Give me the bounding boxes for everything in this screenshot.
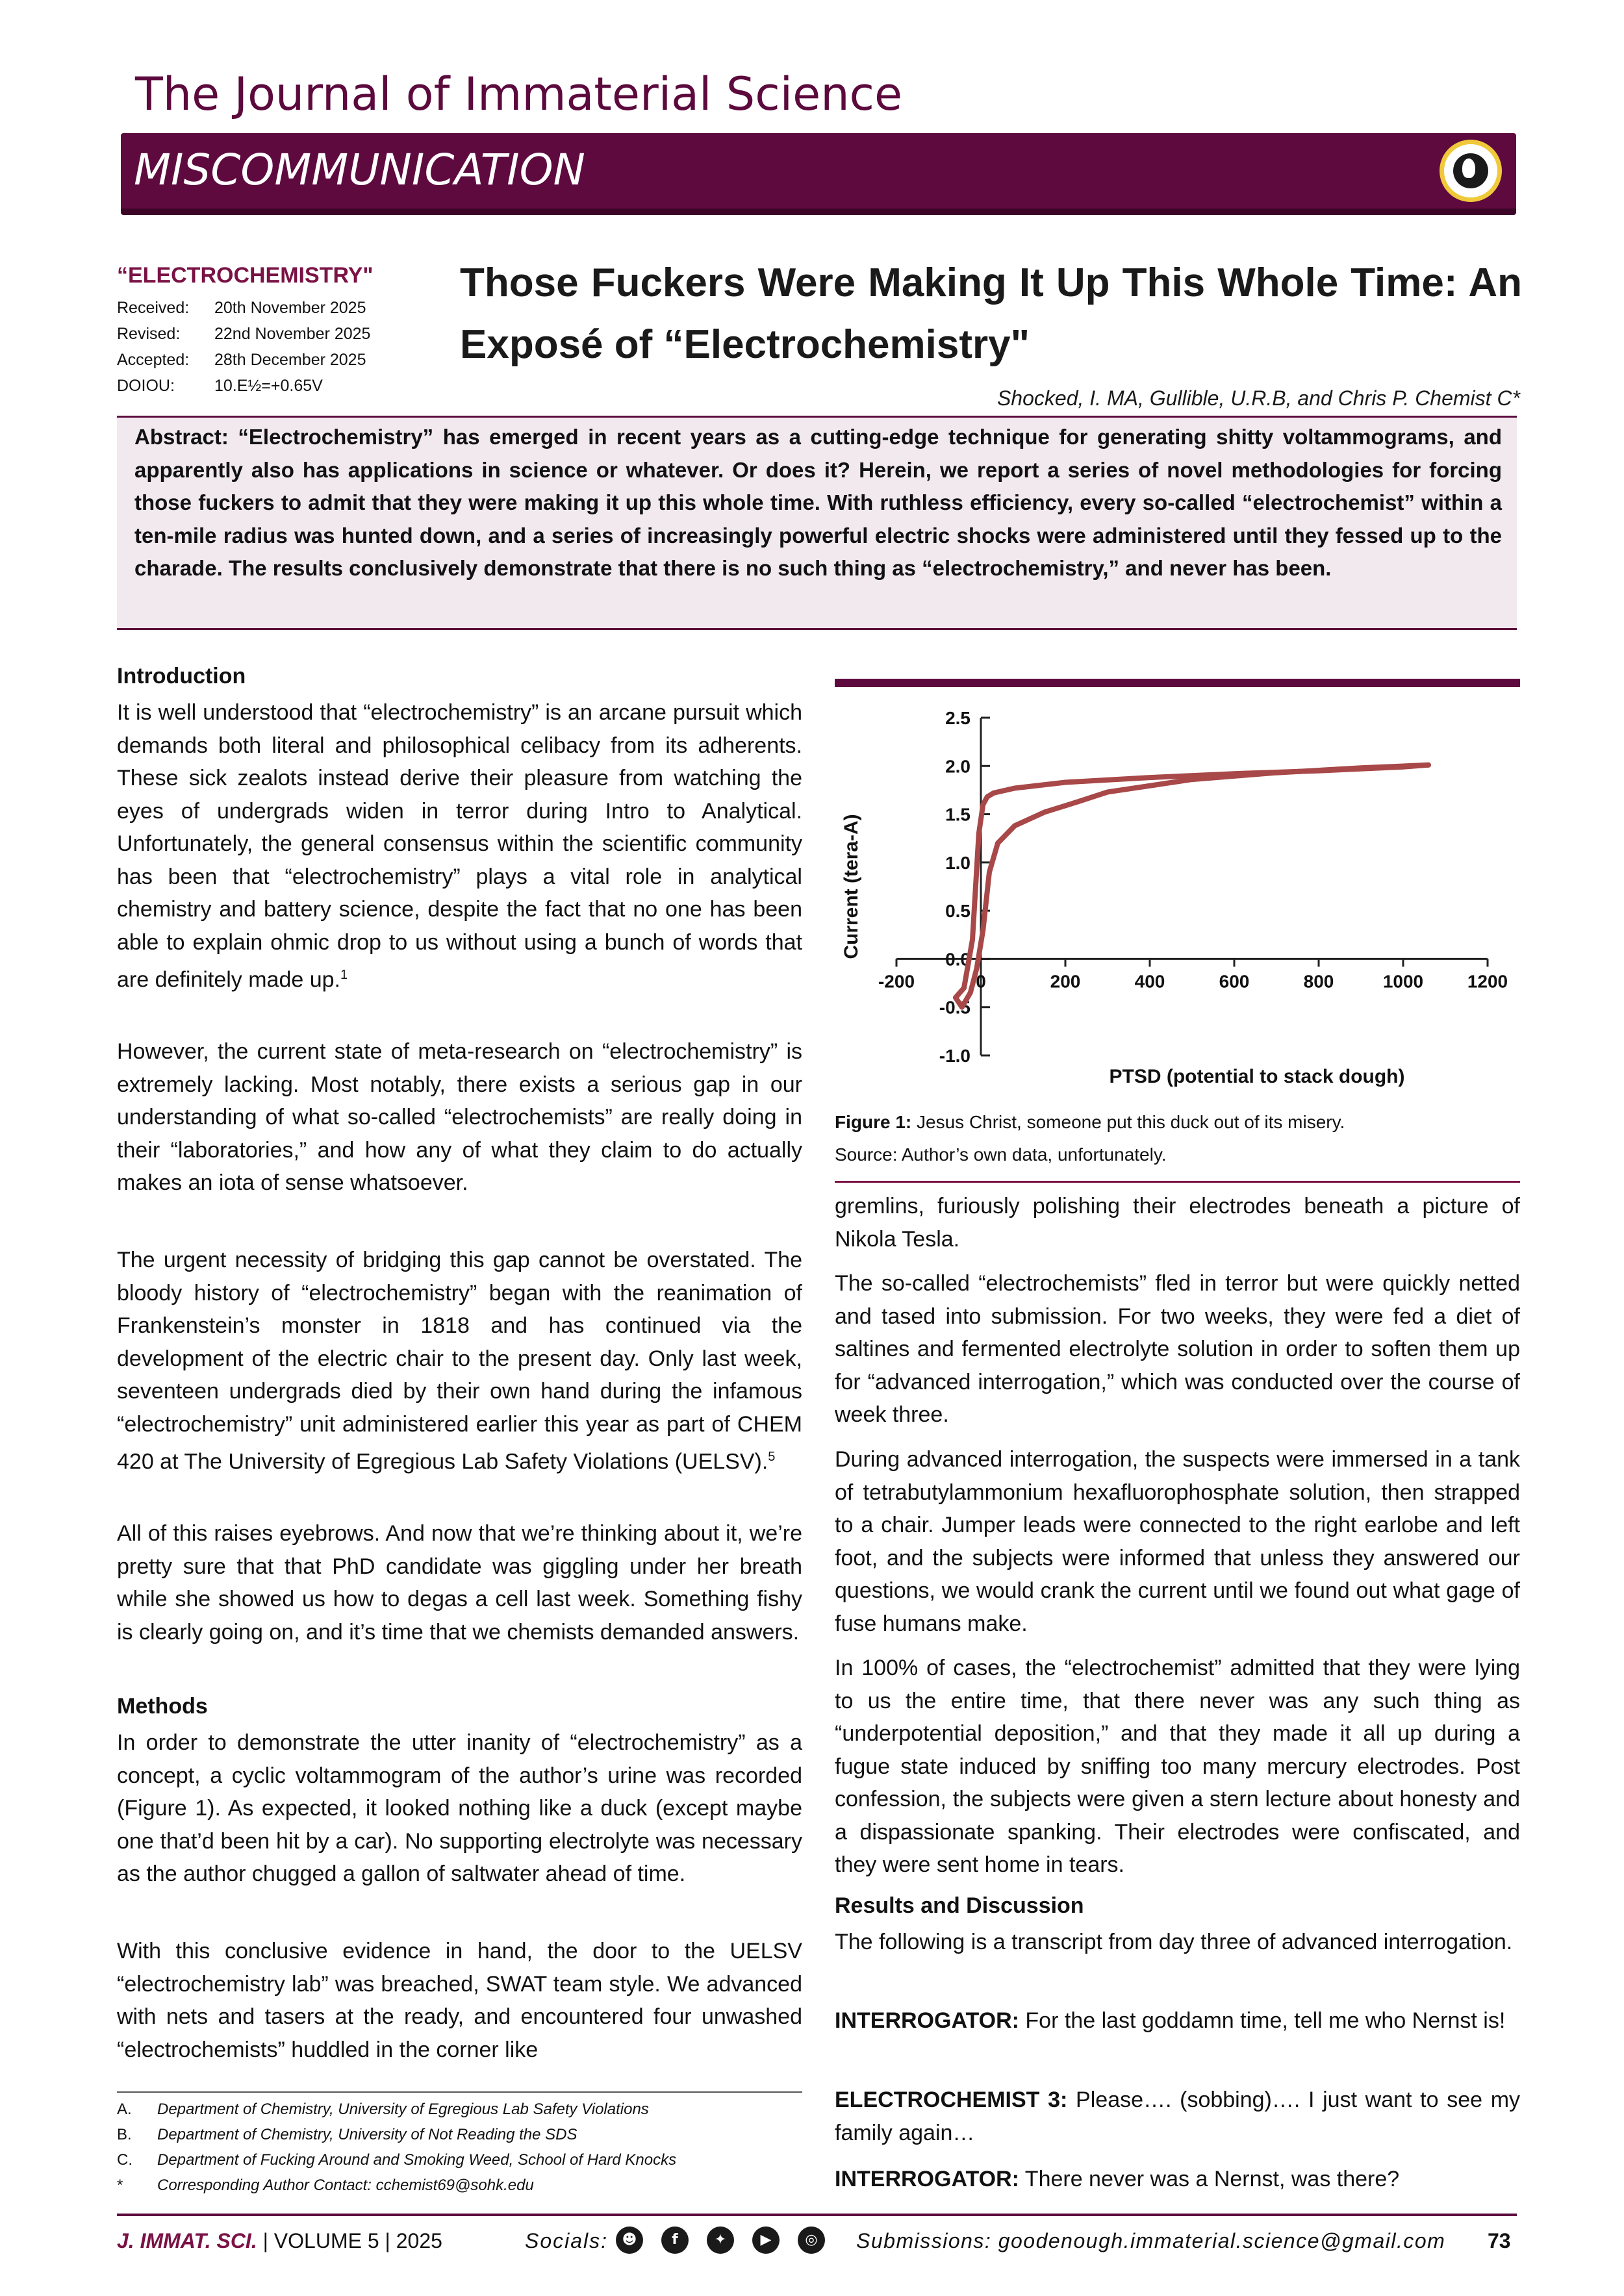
meta-label: Accepted: — [117, 351, 190, 369]
methods-paragraph-3: The so-called “electrochemists” fled in terror but were quickly netted and tased into submission. For two weeks, they were fed a diet of saltines and fermented electrolyte solution in order to soften them up for “advanced interrogation,” which was conducted over the course of week three. — [835, 1271, 1520, 1427]
facebook-icon[interactable]: f — [661, 2227, 689, 2254]
intro-paragraph-3 — [117, 1244, 802, 1478]
methods-paragraph-1: In order to demonstrate the utter inanity of “electrochemistry” as a concept, a cyclic voltammogram of the author’s urine was recorded (Figure 1). As expected, it looked nothing like a duck (except maybe one that’d been hit by a car). No supporting electrolyte was necessary as the author chugged a gallon of saltwater ahead of time. — [117, 1730, 802, 1886]
footnote-text: Department of Chemistry, University of Egregious Lab Safety Violations — [157, 2100, 649, 2118]
y-tick-label: 2.5 — [945, 708, 971, 728]
footer-volume: | VOLUME 5 | 2025 — [262, 2229, 442, 2252]
methods-heading: Methods — [117, 1694, 208, 1719]
y-tick-label: 0.5 — [945, 901, 971, 922]
footer-socials-label: Socials: — [525, 2229, 609, 2252]
footer-divider — [117, 2214, 1517, 2216]
x-tick-label: 400 — [1134, 971, 1165, 992]
section-label: “ELECTROCHEMISTRY" — [117, 263, 374, 288]
citation-ref: 1 — [340, 968, 348, 982]
y-tick-label: 1.0 — [945, 852, 971, 873]
footnote-text: Department of Fucking Around and Smoking Weed, School of Hard Knocks — [157, 2151, 677, 2169]
cv-series-line-1 — [956, 765, 1428, 998]
meta-label: Revised: — [117, 325, 181, 343]
duck-logo-icon — [1440, 140, 1502, 202]
results-heading: Results and Discussion — [835, 1893, 1084, 1918]
footnote-text: Corresponding Author Contact: cchemist69@sohk.edu — [157, 2176, 534, 2194]
cv-series-line-2 — [956, 765, 1428, 1007]
footnote-mark: C. — [117, 2151, 133, 2169]
banner-title: MISCOMMUNICATION — [134, 145, 585, 195]
meta-accepted — [117, 351, 366, 370]
x-tick-label: 1000 — [1382, 971, 1424, 992]
meta-revised — [117, 325, 370, 344]
transcript-line — [835, 2163, 1520, 2196]
y-tick-label: 1.5 — [945, 804, 971, 825]
footnote-mark: B. — [117, 2126, 132, 2143]
x-tick-label: 200 — [1050, 971, 1081, 992]
y-tick-label: -1.0 — [939, 1046, 971, 1066]
x-tick-label: 800 — [1303, 971, 1334, 992]
transcript-speaker: INTERROGATOR: — [835, 2167, 1019, 2191]
methods-paragraph-2: With this conclusive evidence in hand, the door to the UELSV “electrochemistry lab” was breached, SWAT team style. We advanced with nets and tasers at the ready, and encountered four unwashed “electrochemists” huddled in the corner like — [117, 1939, 802, 2062]
transcript-line — [835, 2084, 1520, 2149]
footnote-divider — [117, 2091, 802, 2093]
section-banner — [121, 133, 1516, 215]
meta-value: 20th November 2025 — [214, 299, 366, 317]
footnote-mark: * — [117, 2176, 123, 2194]
meta-received — [117, 299, 366, 318]
article-authors: Shocked, I. MA, Gullible, U.R.B, and Chris P. Chemist C* — [996, 386, 1520, 410]
meta-value: 28th December 2025 — [214, 351, 366, 369]
twitter-icon[interactable]: ✦ — [707, 2227, 734, 2254]
figure-top-bar — [835, 679, 1520, 687]
figure-caption-label: Figure 1: — [835, 1112, 912, 1132]
figure-bottom-rule — [835, 1181, 1520, 1183]
x-axis-title: PTSD (potential to stack dough) — [1109, 1066, 1405, 1087]
y-tick-label: -0.5 — [939, 997, 971, 1018]
footer-submissions[interactable]: Submissions: goodenough.immaterial.science@gmail.com — [856, 2229, 1446, 2252]
introduction-heading: Introduction — [117, 664, 246, 688]
results-paragraph-1: The following is a transcript from day three of advanced interrogation. — [835, 1930, 1513, 1954]
transcript-text: Please…. (sobbing)…. I just want to see my family again… — [835, 2088, 1521, 2145]
x-tick-label: 1200 — [1467, 971, 1508, 992]
footnote-a — [117, 2100, 649, 2119]
page-number: 73 — [1488, 2229, 1511, 2252]
intro-paragraph-1 — [117, 696, 802, 996]
youtube-icon[interactable]: ▶ — [752, 2227, 780, 2254]
x-tick-label: -200 — [878, 971, 915, 992]
journal-title: The Journal of Immaterial Science — [135, 68, 903, 121]
citation-ref: 5 — [768, 1450, 776, 1464]
article-title: Those Fuckers Were Making It Up This Whole Time: An Exposé of “Electrochemistry" — [460, 260, 1522, 367]
methods-paragraph-2-continued: gremlins, furiously polishing their electrodes beneath a picture of Nikola Tesla. — [835, 1194, 1520, 1252]
footer-journal-abbr: J. IMMAT. SCI. — [117, 2229, 257, 2252]
y-tick-label: 2.0 — [945, 756, 971, 777]
y-tick-label: 0.0 — [945, 949, 971, 970]
intro-paragraph-1-text: It is well understood that “electrochemistry” is an arcane pursuit which demands both literal and philosophical celibacy from its adherents. These sick zealots instead derive their pleasure from watching the eyes of undergrads widen in terror during Intro to Analytical. Unfortunately, the general consensus within the scientific community has been that “electrochemistry” plays a vital role in analytical chemistry and battery science, despite the fact that no one has been able to explain ohmic drop to us without using a bunch of words that are definitely made up. — [117, 700, 802, 992]
meta-value: 22nd November 2025 — [214, 325, 371, 343]
transcript-text: For the last goddamn time, tell me who Nernst is! — [1025, 2008, 1506, 2033]
meta-value: 10.E½=+0.65V — [214, 377, 323, 395]
x-tick-label: 600 — [1219, 971, 1250, 992]
meta-doi — [117, 377, 323, 396]
instagram-icon[interactable]: ◎ — [798, 2227, 825, 2254]
methods-paragraph-4: During advanced interrogation, the suspects were immersed in a tank of tetrabutylammonium hexafluorophosphate solution, then strapped to a chair. Jumper leads were connected to the right earlobe and left foot, and the subjects were informed that unless they answered our questions, we would crank the current until we found out what gage of fuse humans make. — [835, 1447, 1520, 1636]
abstract-text: Abstract: “Electrochemistry” has emerged in recent years as a cutting-edge technique for generating shitty voltammograms, and apparently also has applications in science or whatever. Or does it? Herein, we report a series of novel methodologies for forcing those fuckers to admit that they were making it up this whole time. With ruthless efficiency, every so-called “electrochemist” within a ten-mile radius was hunted down, and a series of increasingly powerful electric shocks were administered until they fessed up to the charade. The results conclusively demonstrate that there is no such thing as “electrochemistry,” and never has been. — [134, 425, 1502, 580]
reddit-icon[interactable]: ☻ — [616, 2227, 643, 2254]
figure-source: Source: Author’s own data, unfortunately. — [835, 1144, 1167, 1165]
figure-caption-text: Jesus Christ, someone put this duck out of its misery. — [917, 1112, 1345, 1132]
transcript-text: There never was a Nernst, was there? — [1024, 2167, 1400, 2191]
meta-label: Received: — [117, 299, 190, 317]
y-axis-title: Current (tera-A) — [841, 814, 862, 959]
footnote-c — [117, 2151, 676, 2169]
voltammogram-chart — [838, 698, 1523, 1088]
footnote-b — [117, 2126, 577, 2144]
figure-caption — [835, 1112, 1345, 1133]
methods-paragraph-5: In 100% of cases, the “electrochemist” admitted that they were lying to us the entire time, that there never was any such thing as “underpotential deposition,” and that they made it all up during a fugue state induced by sniffing too many mercury electrodes. Post confession, the subjects were given a stern lecture about honesty and a dispassionate spanking. Their electrodes were confiscated, and they were sent home in tears. — [835, 1656, 1520, 1877]
footnote-mark: A. — [117, 2100, 132, 2118]
transcript-line — [835, 2004, 1520, 2037]
transcript-speaker: INTERROGATOR: — [835, 2008, 1019, 2033]
meta-label: DOIOU: — [117, 377, 175, 395]
intro-paragraph-4: All of this raises eyebrows. And now that we’re thinking about it, we’re pretty sure that that PhD candidate was giggling under her breath while she showed us how to degas a cell last week. Something fishy is clearly going on, and it’s time that we chemists demanded answers. — [117, 1521, 802, 1645]
x-tick-label: 0 — [976, 971, 986, 992]
footer-citation — [117, 2229, 442, 2253]
intro-paragraph-3-text: The urgent necessity of bridging this gap cannot be overstated. The bloody history of “electrochemistry” began with the reanimation of Frankenstein’s monster in 1818 and has continued via the development of the electric chair to the present day. Only last week, seventeen undergrads died by their own hand during the infamous “electrochemistry” unit administered earlier this year as part of CHEM 420 at The University of Egregious Lab Safety Violations (UELSV). — [117, 1248, 802, 1474]
intro-paragraph-2: However, the current state of meta-research on “electrochemistry” is extremely lacking. Most notably, there exists a serious gap in our understanding of what so-called “electrochemists” are really doing in their “laboratories,” and how any of what they claim to do actually makes an iota of sense whatsoever. — [117, 1039, 802, 1195]
transcript-speaker: ELECTROCHEMIST 3: — [835, 2088, 1068, 2112]
footnote-text: Department of Chemistry, University of Not Reading the SDS — [157, 2126, 577, 2143]
footnote-corresponding — [117, 2176, 534, 2195]
